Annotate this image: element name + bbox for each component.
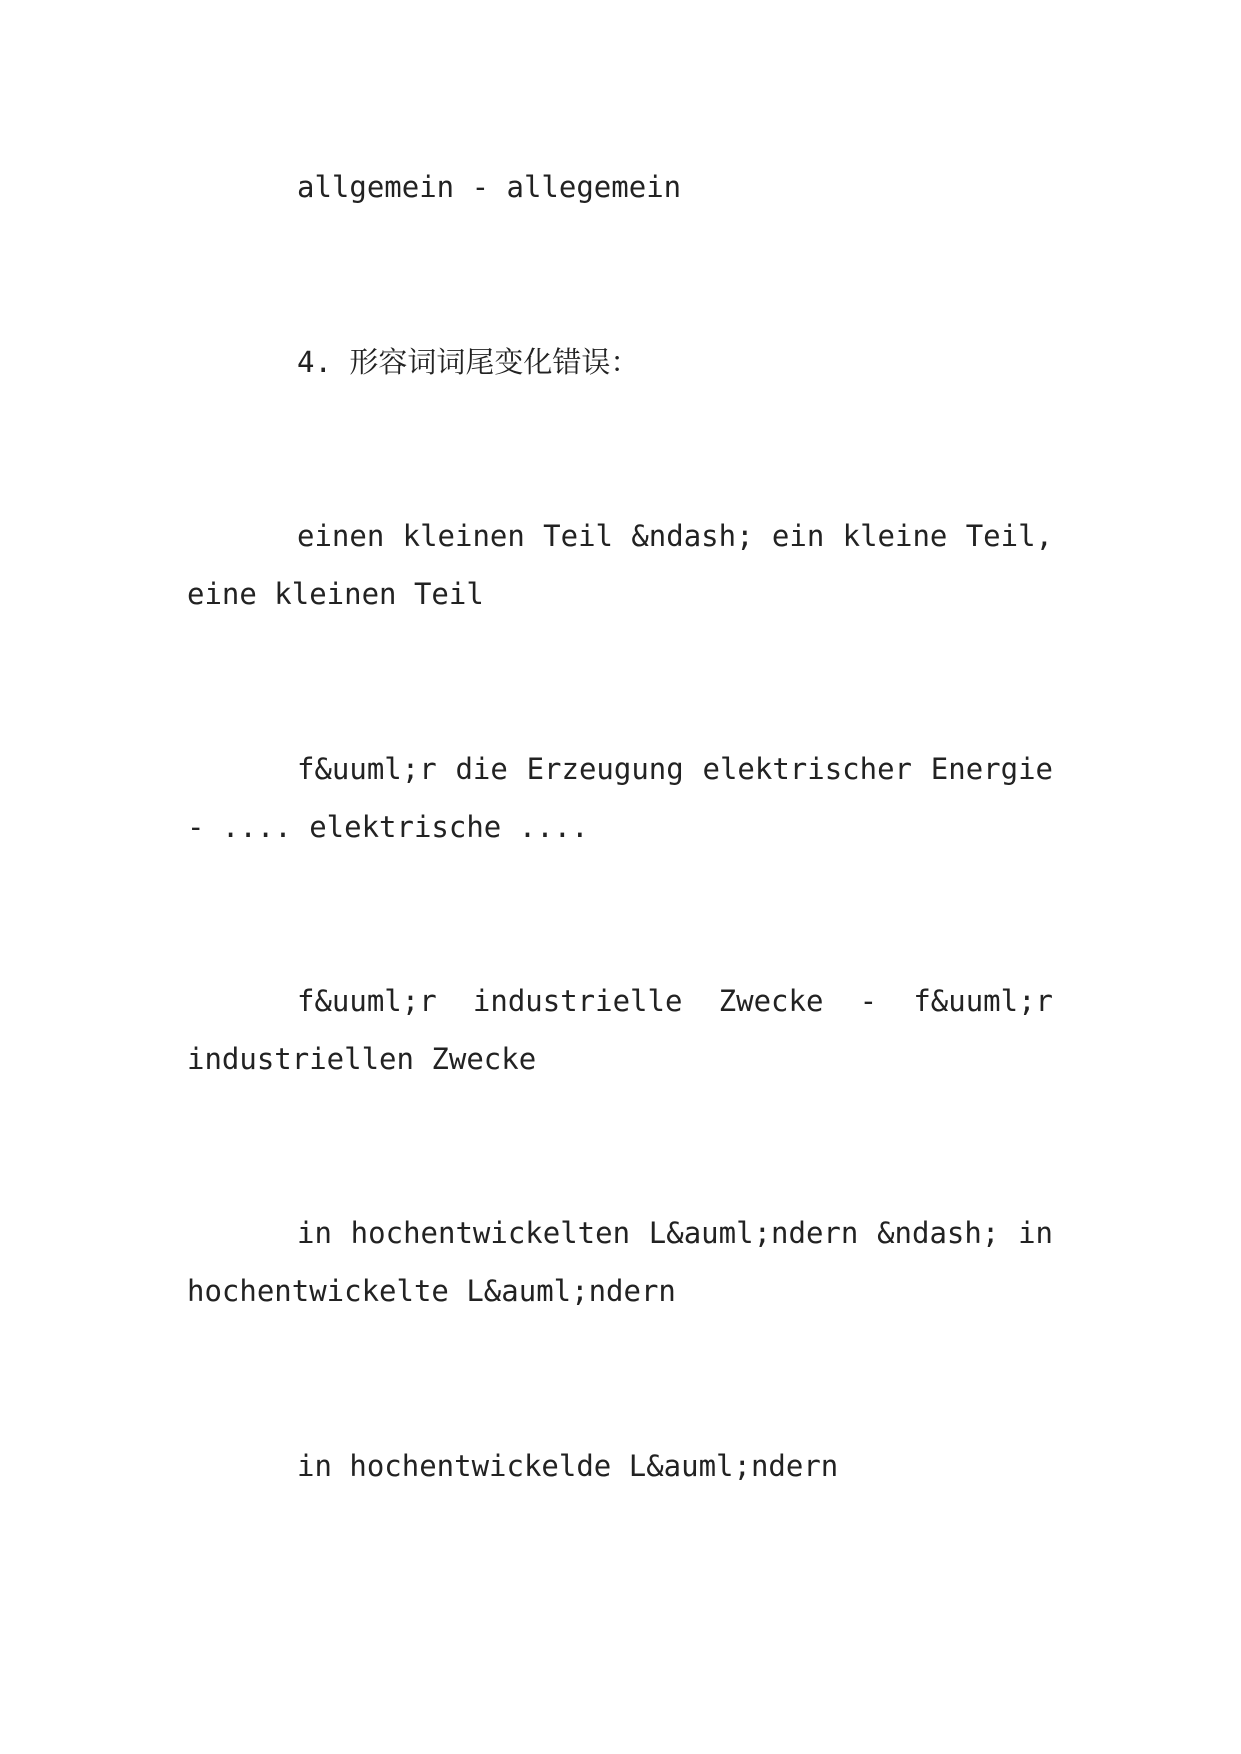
paragraph [187,740,1053,856]
paragraph [187,1204,1053,1320]
section-heading-text: 4. 形容词词尾变化错误： [297,345,640,379]
section-heading [187,333,1053,391]
paragraph-text: f&uuml;r industrielle Zwecke - f&uuml;r industriellen Zwecke [187,984,1053,1076]
paragraph [187,1437,1053,1495]
paragraph [187,507,1053,623]
paragraph [187,158,1053,216]
paragraph-text: in hochentwickelten L&auml;ndern &ndash; in hochentwickelte L&auml;ndern [187,1216,1053,1308]
paragraph-text: f&uuml;r die Erzeugung elektrischer Energie - .... elektrische .... [187,752,1053,844]
paragraph-text: allgemein - allegemein [297,170,682,204]
paragraph-text: einen kleinen Teil &ndash; ein kleine Teil, eine kleinen Teil [187,519,1053,611]
paragraph [187,972,1053,1088]
paragraph-text: in hochentwickelde L&auml;ndern [297,1449,839,1483]
